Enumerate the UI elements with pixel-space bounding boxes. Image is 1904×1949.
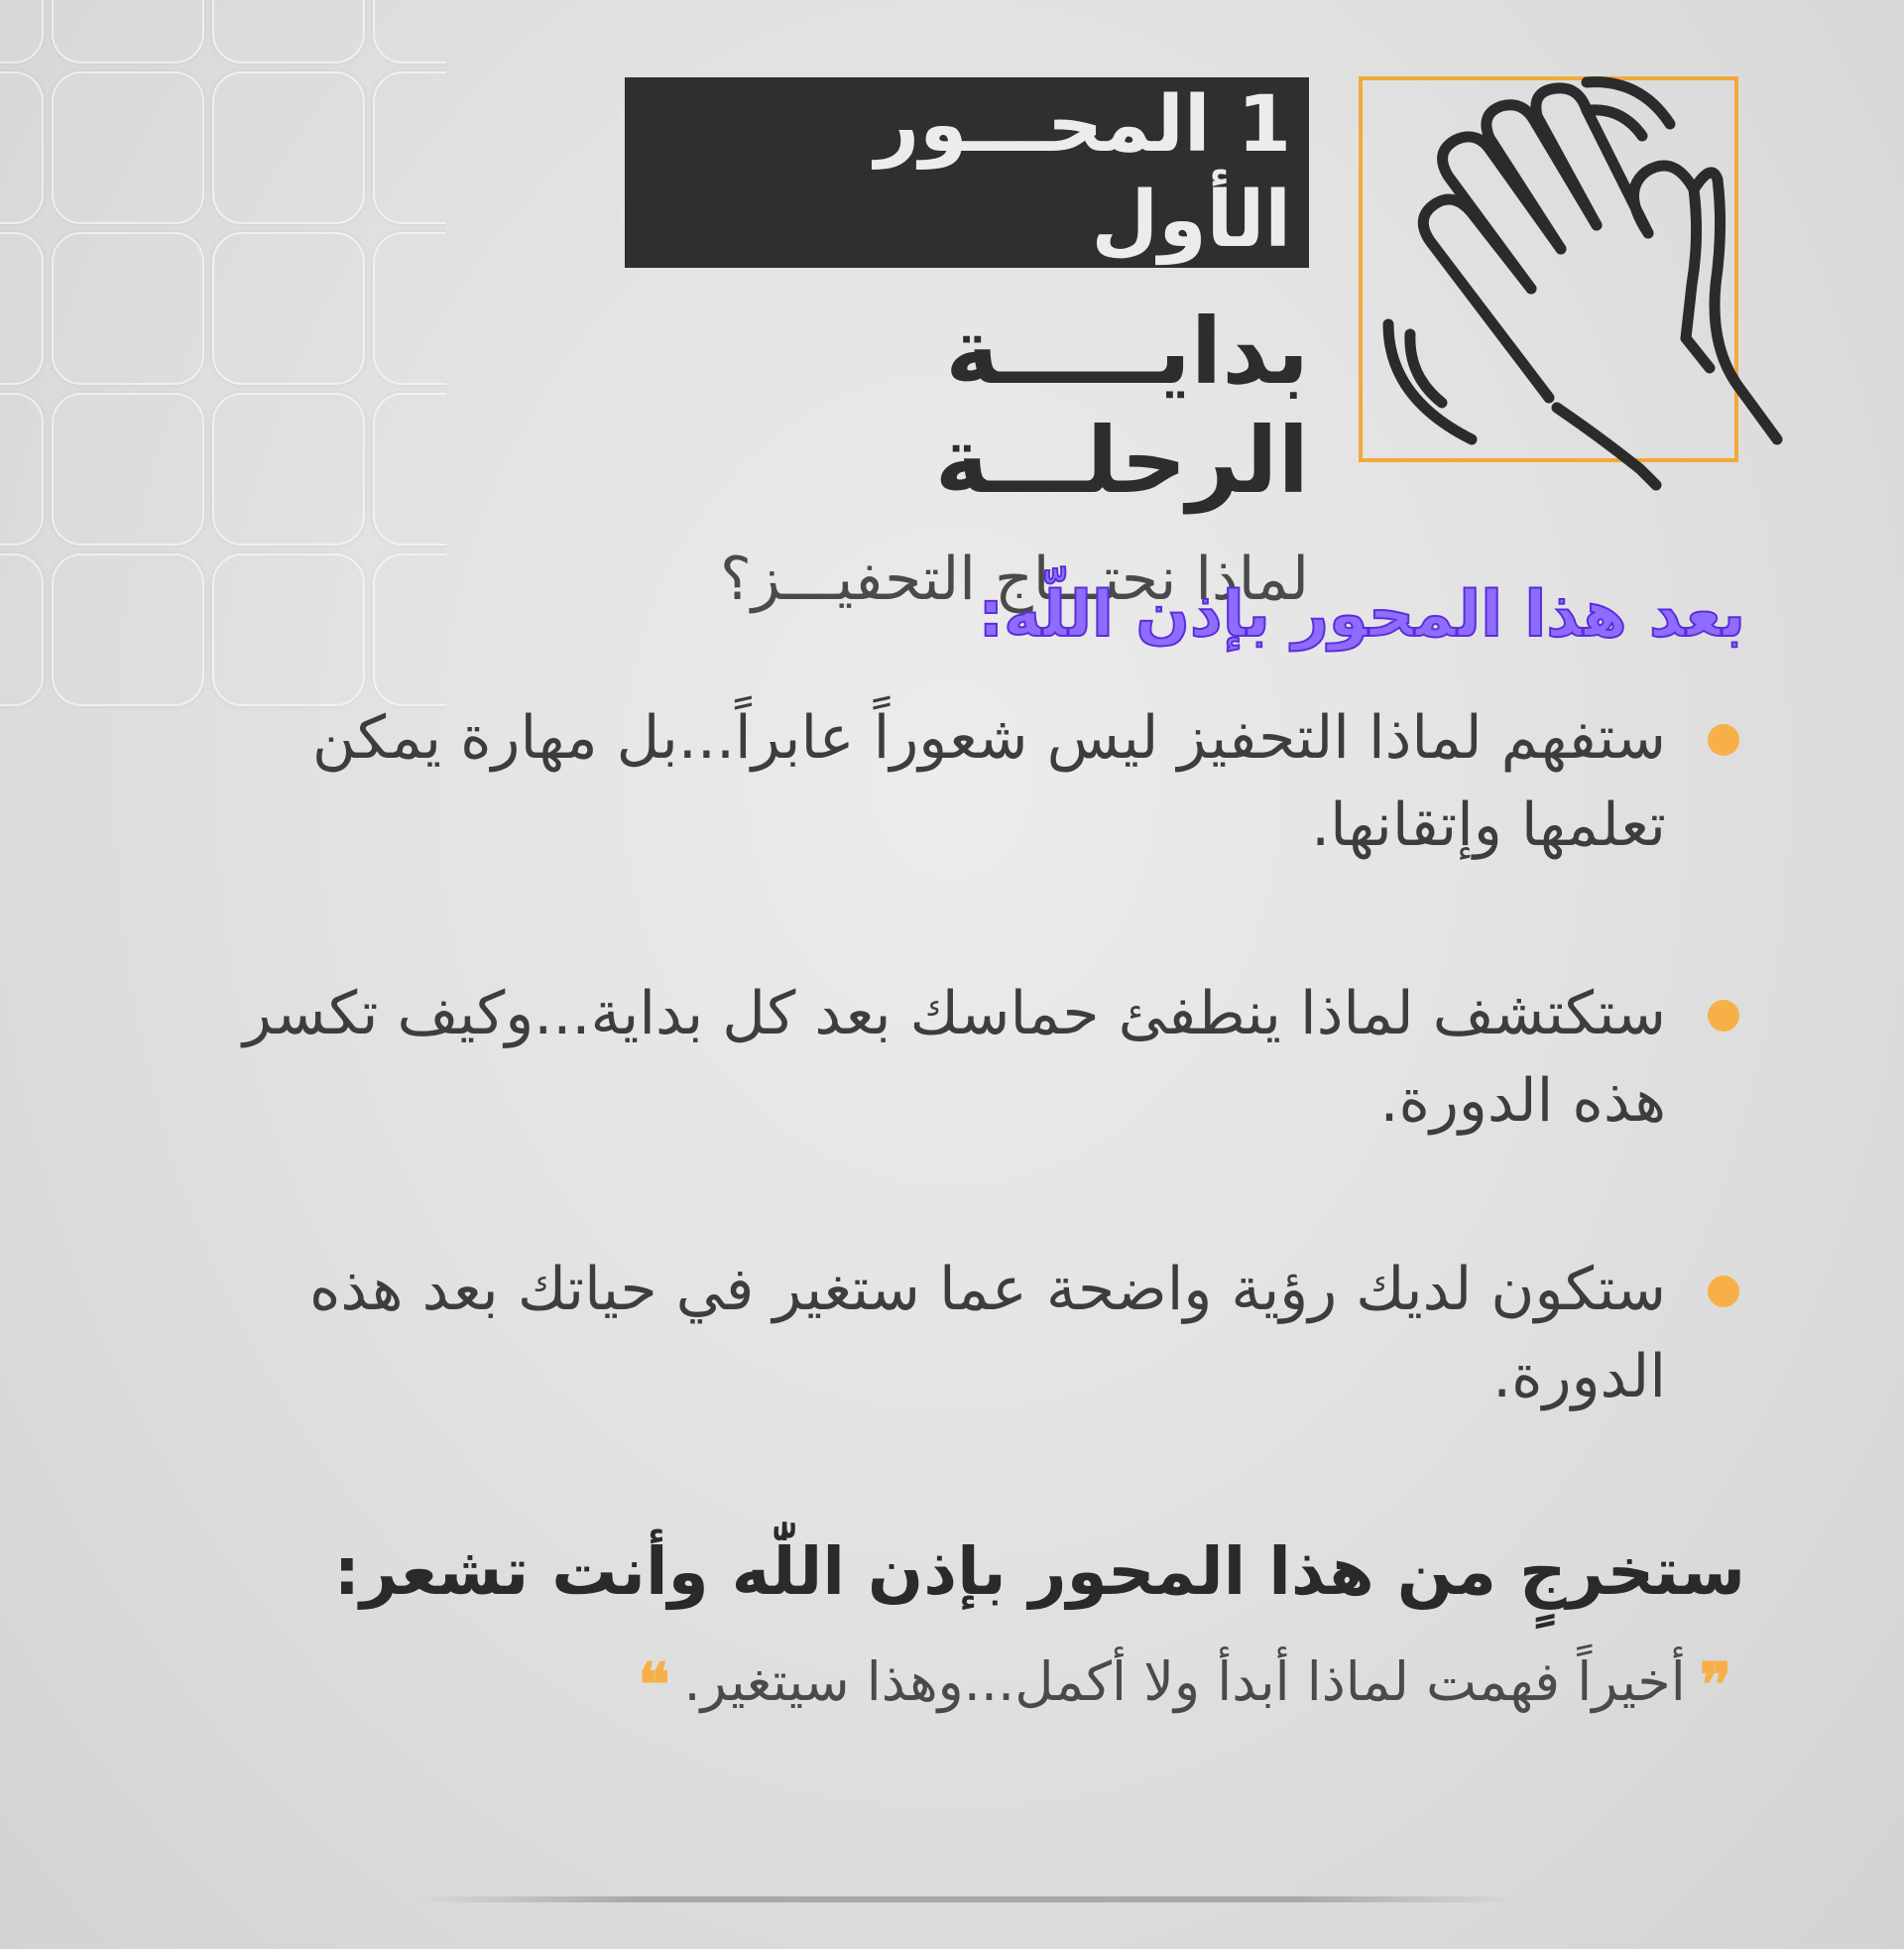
grid-tile — [373, 553, 446, 706]
icon-frame — [1359, 76, 1738, 462]
closing-quote-text: أخيراً فهمت لماذا أبدأ ولا أكمل...وهذا سيتغير. — [683, 1650, 1686, 1713]
list-item — [159, 970, 1745, 1145]
page-title: بدايـــــة الرحلـــة — [934, 299, 1309, 514]
grid-tile — [52, 393, 204, 546]
decorative-grid-pattern — [0, 0, 446, 714]
grid-tile — [373, 393, 446, 546]
waving-hand-icon — [1363, 51, 1779, 487]
bullet-dot-icon — [1708, 1000, 1739, 1032]
intro-heading — [978, 575, 1745, 655]
grid-tile — [0, 0, 44, 63]
grid-tile — [0, 232, 44, 385]
list-item-text: ستكتشف لماذا ينطفئ حماسك بعد كل بداية...وكيف تكسر هذه الدورة. — [243, 979, 1666, 1136]
grid-tile — [52, 232, 204, 385]
grid-tile — [0, 393, 44, 546]
grid-tile — [212, 393, 365, 546]
list-item — [159, 1246, 1745, 1420]
list-item — [159, 694, 1745, 869]
grid-tile — [373, 71, 446, 224]
grid-tile — [212, 232, 365, 385]
section-badge: 1 المحـــور الأول — [625, 77, 1309, 268]
grid-tile — [373, 0, 446, 63]
grid-tile — [52, 553, 204, 706]
intro-heading-text: بعد هذا المحور بإذن اللّه: — [978, 578, 1745, 652]
benefits-list — [159, 694, 1745, 1522]
grid-tile — [212, 553, 365, 706]
bullet-dot-icon — [1708, 724, 1739, 756]
grid-tile — [212, 0, 365, 63]
grid-tile — [373, 232, 446, 385]
header — [625, 77, 1309, 619]
closing-quote — [624, 1643, 1745, 1725]
grid-tile — [52, 71, 204, 224]
open-quote-icon: ❞ — [1699, 1650, 1731, 1721]
grid-tile — [0, 553, 44, 706]
grid-tile — [0, 71, 44, 224]
list-item-text: ستفهم لماذا التحفيز ليس شعوراً عابراً...بل مهارة يمكن تعلمها وإتقانها. — [311, 703, 1666, 860]
page-subtitle: لماذا نحتـــاج التحفيـــز؟ — [720, 545, 1309, 614]
close-quote-icon: ❝ — [638, 1650, 670, 1721]
bullet-dot-icon — [1708, 1276, 1739, 1307]
grid-tile — [212, 71, 365, 224]
closing-heading: ستخرجٍ من هذا المحور بإذن اللّٰه وأنت تشعر: — [333, 1533, 1745, 1610]
bottom-divider — [416, 1896, 1517, 1902]
grid-tile — [52, 0, 204, 63]
list-item-text: ستكون لديك رؤية واضحة عما ستغير في حياتك بعد هذه الدورة. — [308, 1255, 1666, 1411]
